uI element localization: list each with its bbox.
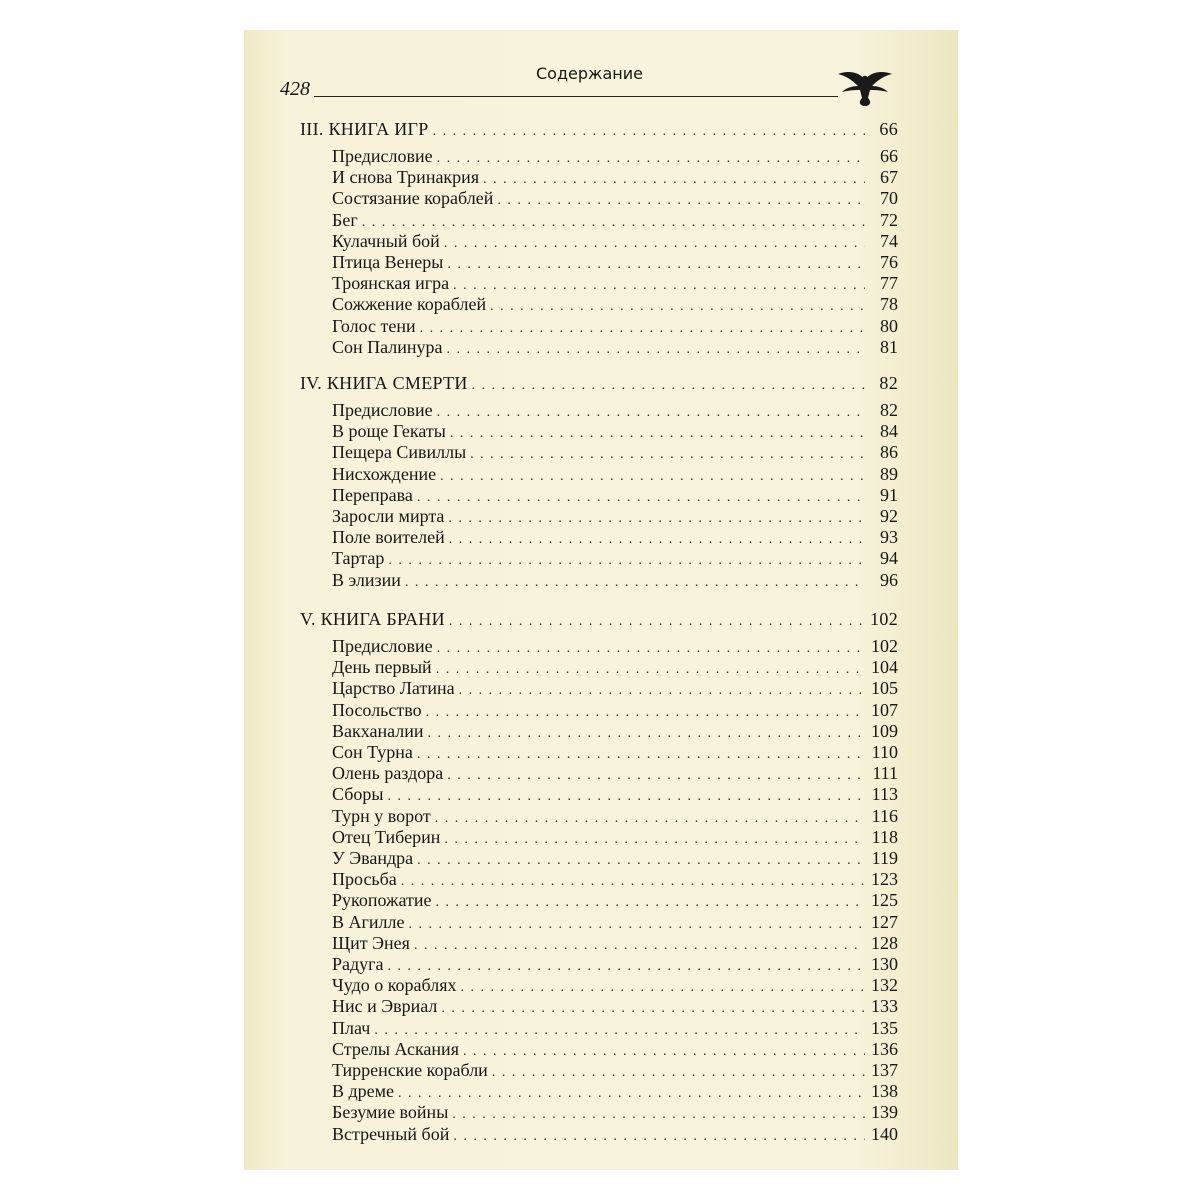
toc-entry-title: У Эвандра	[332, 848, 414, 868]
toc-entry-title: Тирренские корабли	[332, 1060, 488, 1080]
toc-entry-page: 130	[871, 954, 898, 974]
toc-entry	[332, 484, 898, 506]
toc-entry	[332, 293, 898, 315]
toc-entry-title: Тартар	[332, 548, 385, 569]
toc-entry-page: 128	[871, 932, 898, 953]
toc-entry	[332, 805, 898, 827]
toc-entry-page: 77	[880, 273, 898, 294]
toc-entry	[332, 547, 898, 569]
toc-entry-page: 72	[880, 209, 898, 230]
toc-entry-title: Рукопожатие	[332, 890, 432, 911]
toc-entry-page: 136	[871, 1038, 898, 1059]
toc-entry-page: 105	[871, 678, 898, 699]
toc-entry	[332, 720, 898, 742]
toc-entry	[332, 847, 898, 869]
toc-entry	[332, 1080, 898, 1102]
dot-leader	[433, 121, 865, 143]
toc-entry-title: Нис и Эвриал	[332, 996, 438, 1017]
toc-entry-title: Сборы	[332, 784, 384, 805]
toc-entry-title: Щит Энея	[332, 932, 410, 953]
toc-entry-title: Радуга	[332, 954, 384, 974]
toc-entry-title: Просьба	[332, 869, 397, 890]
toc-entry-page: 76	[880, 252, 898, 272]
toc-entry-title: Турн у ворот	[332, 805, 431, 826]
toc-entry-title: Стрелы Аскания	[332, 1038, 459, 1059]
toc-entry-title: В Агилле	[332, 911, 405, 932]
toc-entry-title: Чудо о кораблях	[332, 975, 457, 996]
dot-leader	[453, 1126, 865, 1148]
toc-entry-title: В дреме	[332, 1081, 395, 1102]
toc-entry-page: 118	[871, 826, 898, 847]
toc-entry-page: 113	[871, 784, 898, 805]
toc-entry-page: 139	[871, 1102, 898, 1123]
toc-entry-page: 93	[880, 527, 898, 548]
toc-entry	[332, 315, 898, 337]
toc-entry-page: 89	[880, 463, 898, 484]
toc-entry	[332, 868, 898, 890]
toc-entry	[332, 251, 898, 273]
toc-entry-page: 94	[880, 548, 898, 569]
toc-entry-page: 102	[871, 636, 898, 656]
book-page	[244, 30, 958, 1170]
toc-entry-page: 140	[871, 1123, 898, 1144]
toc-entry-page: 135	[871, 1017, 898, 1038]
toc-part-entry	[300, 372, 898, 394]
toc-part-entry	[300, 118, 898, 140]
toc-entry-page: 132	[871, 975, 898, 996]
dot-leader	[472, 375, 865, 397]
toc-entry-page: 91	[880, 484, 898, 505]
toc-entry-page: 80	[880, 315, 898, 336]
toc-entry-page: 111	[872, 763, 898, 784]
toc-entry	[332, 911, 898, 933]
toc-entry	[332, 889, 898, 911]
toc-part-entry	[300, 608, 898, 630]
toc-entry	[332, 677, 898, 699]
toc-entry	[332, 209, 898, 231]
toc-entry	[332, 762, 898, 784]
toc-entry-page: 78	[880, 294, 898, 315]
toc-entry-title: Сон Турна	[332, 742, 413, 762]
toc-entry	[332, 145, 898, 167]
toc-entry-page: 82	[880, 400, 898, 420]
toc-entry	[332, 272, 898, 294]
toc-entry-title: Отец Тиберин	[332, 826, 441, 847]
toc-entry	[332, 420, 898, 442]
toc-entry-page: 70	[880, 188, 898, 209]
toc-entry-title: Нисхождение	[332, 463, 437, 484]
toc-entry-title: Голос тени	[332, 315, 416, 336]
toc-entry	[332, 974, 898, 996]
toc-entry-title: В элизии	[332, 569, 401, 590]
toc-entry-title: Царство Латина	[332, 678, 455, 699]
toc-entry-page: 110	[871, 742, 898, 762]
toc-entry-page: 116	[871, 805, 898, 826]
toc-entry-page: 67	[880, 167, 898, 188]
toc-entry-title: Состязание кораблей	[332, 188, 494, 209]
toc-entry-title: Сон Палинура	[332, 336, 443, 357]
toc-entry	[332, 526, 898, 548]
toc-entry	[332, 932, 898, 954]
toc-entry-title: Поле воителей	[332, 527, 445, 548]
toc-entry-title: В роще Гекаты	[332, 421, 446, 442]
toc-entry-title: Безумие войны	[332, 1102, 449, 1123]
toc-entry-title: Птица Венеры	[332, 252, 444, 272]
toc-part-entry-page: 102	[870, 609, 898, 629]
toc-part-entry-page: 82	[879, 373, 898, 393]
toc-entry-page: 104	[871, 657, 898, 678]
toc-entry	[332, 783, 898, 805]
toc-part-entry-title: V. КНИГА БРАНИ	[300, 609, 445, 629]
toc-entry-page: 127	[871, 911, 898, 932]
toc-entry	[332, 441, 898, 463]
toc-entry-title: Олень раздора	[332, 763, 444, 784]
toc-entry-title: Вакханалии	[332, 720, 424, 741]
toc-entry	[332, 463, 898, 485]
toc-entry-title: Предисловие	[332, 400, 433, 420]
toc-entry	[332, 699, 898, 721]
toc-entry-page: 133	[871, 996, 898, 1017]
toc-entry	[332, 1123, 898, 1145]
toc-entry	[332, 995, 898, 1017]
toc-entry-title: Посольство	[332, 699, 422, 720]
toc-entry-title: Бег	[332, 209, 358, 230]
toc-entry-title: И снова Тринакрия	[332, 167, 480, 188]
page-number: 428	[280, 78, 310, 100]
toc-entry	[332, 336, 898, 358]
dot-leader	[447, 339, 865, 361]
toc-part-entry-page: 66	[879, 119, 898, 139]
toc-entry-page: 107	[871, 699, 898, 720]
toc-entry	[332, 569, 898, 591]
toc-entry	[332, 505, 898, 527]
toc-entry	[332, 1038, 898, 1060]
toc-entry	[332, 187, 898, 209]
toc-entry	[332, 953, 898, 975]
toc-entry-page: 84	[880, 421, 898, 442]
toc-entry-page: 109	[871, 720, 898, 741]
toc-part-entry-title: IV. КНИГА СМЕРТИ	[300, 373, 468, 393]
toc-entry	[332, 826, 898, 848]
toc-entry-title: Предисловие	[332, 636, 433, 656]
toc-entry-title: День первый	[332, 657, 432, 678]
toc-entry-page: 86	[880, 442, 898, 463]
toc-entry-title: Встречный бой	[332, 1123, 450, 1144]
toc-entry	[332, 230, 898, 252]
toc-entry-page: 74	[880, 230, 898, 251]
dot-leader	[405, 572, 865, 594]
toc-entry-page: 125	[871, 890, 898, 911]
toc-entry-title: Пещера Сивиллы	[332, 442, 467, 463]
toc-entry	[332, 399, 898, 421]
toc-entry	[332, 741, 898, 763]
toc-entry-page: 123	[871, 869, 898, 890]
running-title: Содержание	[536, 64, 643, 83]
toc-entry-page: 137	[871, 1060, 898, 1080]
toc-entry-title: Сожжение кораблей	[332, 294, 487, 315]
toc-entry-title: Плач	[332, 1017, 371, 1038]
toc-entry	[332, 166, 898, 188]
toc-entry-page: 96	[880, 569, 898, 590]
toc-entry-title: Троянская игра	[332, 273, 450, 294]
toc-entry	[332, 635, 898, 657]
toc-part-entry-title: III. КНИГА ИГР	[300, 119, 429, 139]
toc-entry	[332, 1017, 898, 1039]
toc-entry	[332, 1101, 898, 1123]
toc-entry-page: 119	[871, 848, 898, 868]
toc-entry-page: 138	[871, 1081, 898, 1102]
toc-entry-title: Переправа	[332, 484, 413, 505]
toc-entry	[332, 1059, 898, 1081]
table-of-contents	[244, 30, 958, 1170]
toc-entry-page: 92	[880, 506, 898, 526]
dot-leader	[449, 611, 865, 633]
toc-entry-page: 66	[880, 146, 898, 166]
toc-entry-title: Кулачный бой	[332, 230, 440, 251]
toc-entry	[332, 656, 898, 678]
toc-entry-title: Предисловие	[332, 146, 433, 166]
toc-entry-page: 81	[880, 336, 898, 357]
toc-entry-title: Заросли мирта	[332, 506, 445, 526]
